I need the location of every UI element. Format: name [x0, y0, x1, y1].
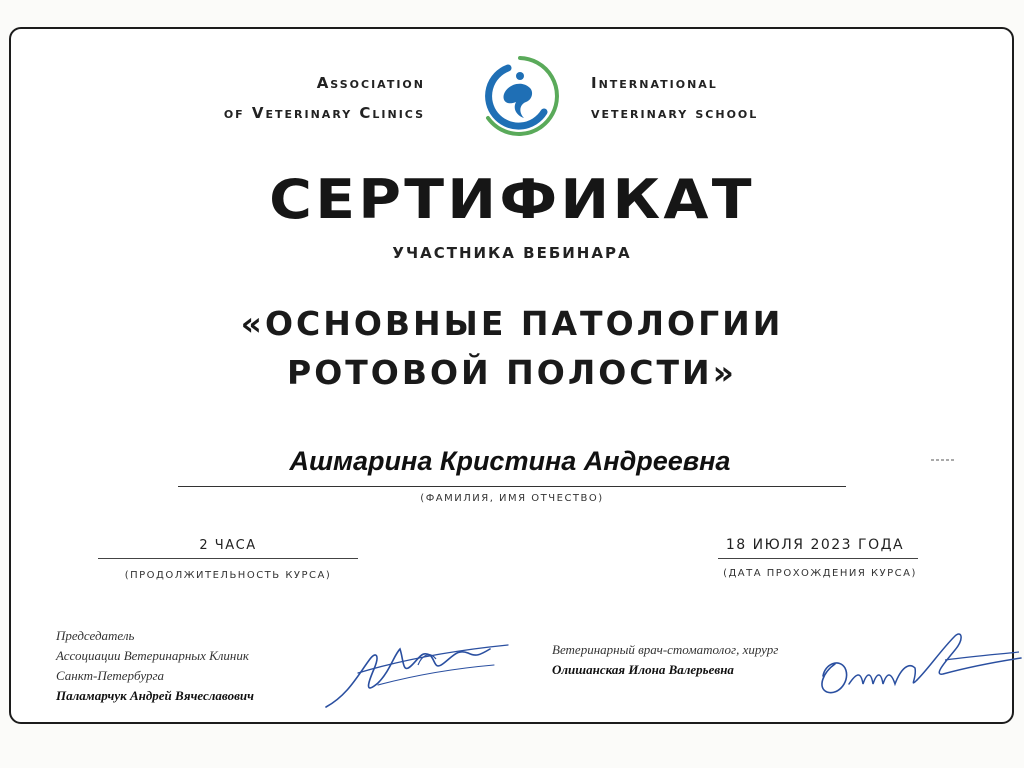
course-date-caption: (ДАТА ПРОХОЖДЕНИЯ КУРСА)	[723, 568, 917, 579]
left-signatory	[56, 626, 254, 706]
veterinary-logo-icon	[478, 54, 562, 140]
recipient-name-underline	[178, 486, 846, 487]
left-signature-icon	[318, 625, 518, 715]
left-signatory-position-2: Ассоциации Ветеринарных Клиник	[56, 648, 249, 663]
right-signatory	[552, 640, 778, 680]
school-name-line-1: International	[591, 74, 718, 92]
school-name-line-2: veterinary school	[591, 104, 759, 122]
pen-mark-icon	[930, 458, 956, 462]
certificate-subtitle: УЧАСТНИКА ВЕБИНАРА	[392, 244, 632, 262]
course-title-line-1: «ОСНОВНЫЕ ПАТОЛОГИИ	[240, 304, 784, 343]
course-duration-underline	[98, 558, 358, 559]
certificate-title: СЕРТИФИКАТ	[269, 168, 755, 231]
recipient-name: Ашмарина Кристина Андреевна	[289, 446, 731, 476]
course-date: 18 ИЮЛЯ 2023 ГОДА	[725, 537, 905, 553]
left-signatory-name: Паламарчук Андрей Вячеславович	[56, 688, 254, 703]
school-name	[591, 68, 911, 128]
right-signatory-name: Олишанская Илона Валерьевна	[552, 662, 734, 677]
left-signatory-position-1: Председатель	[56, 628, 135, 643]
association-name-line-2: of Veterinary Clinics	[223, 104, 425, 122]
course-title-line-2: РОТОВОЙ ПОЛОСТИ»	[287, 353, 737, 392]
association-name-line-1: Association	[316, 74, 425, 92]
right-signatory-position: Ветеринарный врач-стоматолог, хирург	[552, 642, 779, 657]
left-signatory-position-3: Санкт-Петербурга	[56, 668, 165, 683]
right-signature-icon	[805, 628, 1024, 708]
course-date-underline	[718, 558, 918, 559]
course-duration: 2 ЧАСА	[199, 538, 257, 553]
course-duration-caption: (ПРОДОЛЖИТЕЛЬНОСТЬ КУРСА)	[124, 570, 332, 581]
association-name	[120, 68, 425, 128]
recipient-name-caption: (ФАМИЛИЯ, ИМЯ ОТЧЕСТВО)	[420, 493, 604, 504]
